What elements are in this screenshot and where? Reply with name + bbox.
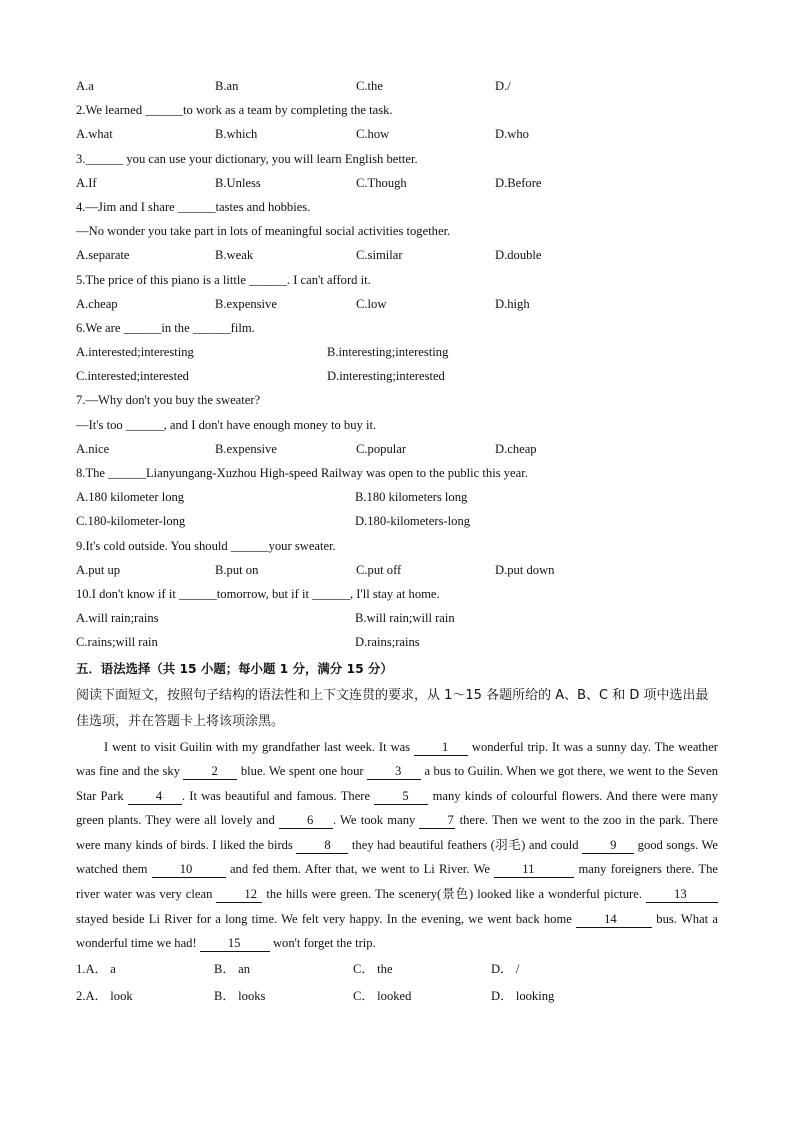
q1-option-c[interactable]: C.the (356, 79, 383, 93)
q2-option-b[interactable]: B.which (215, 127, 258, 142)
question-number: 1. (76, 961, 86, 976)
blank-9[interactable]: 9 (582, 837, 634, 854)
q8-option-d[interactable]: D.180-kilometers-long (355, 514, 471, 529)
passage-text: . We took many (332, 813, 420, 828)
q6-options-row1 (76, 340, 718, 364)
q9-option-b[interactable]: B.put on (215, 562, 259, 577)
q9-option-c[interactable]: C.put off (356, 562, 402, 577)
q5-option-d[interactable]: D.high (495, 296, 530, 311)
q8-option-b[interactable]: B.180 kilometers long (355, 490, 468, 505)
q5-stem: 5.The price of this piano is a little ______. I can't afford it. (76, 272, 371, 287)
passage-text: a bus to Guilin. When we got there, we went to the Seven Star Park (76, 764, 718, 803)
option-label: A． a (85, 961, 116, 976)
q10-option-c[interactable]: C.rains;will rain (76, 635, 158, 650)
q8-options-row1 (76, 485, 718, 509)
passage-text: blue. We spent one hour (237, 764, 367, 779)
passage-text: there. Then we went to the zoo in the park. There were many kinds of birds. I liked the birds (76, 813, 718, 852)
passage-paragraph (76, 735, 718, 956)
q6-option-b[interactable]: B.interesting;interesting (327, 345, 449, 360)
passage-text: the hills were green. The scenery(景色) looked like a wonderful picture. (262, 887, 647, 902)
blank-8[interactable]: 8 (296, 837, 348, 854)
blank-12[interactable]: 12 (216, 886, 262, 903)
q10-option-b[interactable]: B.will rain;will rain (355, 611, 455, 626)
q9-option-d[interactable]: D.put down (495, 562, 555, 577)
blank-7[interactable]: 7 (419, 812, 455, 829)
q5-option-a[interactable]: A.cheap (76, 296, 118, 311)
q1-option-a[interactable]: A.a (76, 79, 94, 93)
passage-text: they had beautiful feathers (羽毛) and could (348, 837, 583, 852)
q3-option-b[interactable]: B.Unless (215, 175, 261, 190)
passage-text: good songs. We watched them (76, 837, 718, 877)
q2-option-d[interactable]: D.who (495, 127, 529, 142)
q4-options (76, 243, 718, 267)
q2-option-c[interactable]: C.how (356, 127, 390, 142)
answer-2-num-option-a[interactable] (76, 983, 133, 1010)
blank-3[interactable]: 3 (367, 763, 421, 780)
answer-1-option-c[interactable]: C． the (353, 961, 393, 976)
passage-text: stayed beside Li River for a long time. We felt very happy. In the evening, we went back home (76, 911, 577, 926)
answer-1-option-d[interactable]: D． / (491, 961, 520, 976)
q4-option-d[interactable]: D.double (495, 248, 542, 263)
question-number: 2. (76, 988, 86, 1003)
q7-options (76, 437, 718, 461)
answer-1-num-option-a[interactable] (76, 956, 116, 983)
q10-options-row1 (76, 606, 718, 630)
q6-option-c[interactable]: C.interested;interested (76, 369, 189, 384)
q8-stem: 8.The ______Lianyungang-Xuzhou High-speed Railway was open to the public this year. (76, 466, 528, 480)
q3-option-d[interactable]: D.Before (495, 175, 542, 190)
answer-2-options (76, 983, 718, 1010)
cloze-passage (76, 735, 718, 956)
q10-options-row2 (76, 630, 718, 654)
q4-option-a[interactable]: A.separate (76, 248, 130, 263)
q4-stem: 4.—Jim and I share ______tastes and hobbies. (76, 199, 311, 214)
q6-options-row2 (76, 364, 718, 388)
section-instruction: 阅读下面短文，按照句子结构的语法性和上下文连贯的要求，从 1～15 各题所给的 A、B、C 和 D 项中选出最佳选项，并在答题卡上将该项涂黑。 (76, 687, 709, 729)
answer-1-options (76, 956, 718, 983)
passage-text: . It was beautiful and famous. There (181, 788, 375, 803)
q7-option-b[interactable]: B.expensive (215, 441, 277, 456)
q5-option-b[interactable]: B.expensive (215, 296, 277, 311)
passage-text: bus. What a wonderful time we had! (76, 911, 718, 951)
blank-15[interactable]: 15 (200, 935, 270, 952)
blank-1[interactable]: 1 (414, 739, 468, 756)
blank-11[interactable]: 11 (494, 861, 574, 878)
q3-options (76, 171, 718, 195)
passage-text: won't forget the trip. (269, 936, 376, 951)
q3-option-c[interactable]: C.Though (356, 175, 407, 190)
q8-options-row2 (76, 509, 718, 533)
blank-14[interactable]: 14 (576, 911, 652, 928)
q1-options (76, 74, 718, 98)
q10-stem: 10.I don't know if it ______tomorrow, but if it ______, I'll stay at home. (76, 586, 440, 601)
blank-10[interactable]: 10 (152, 861, 226, 878)
blank-4[interactable]: 4 (128, 788, 182, 805)
answer-1-option-b[interactable]: B． an (214, 961, 251, 976)
passage-text: and fed them. After that, we went to Li River. We (225, 862, 495, 877)
exam-page (76, 74, 718, 1010)
q1-option-b[interactable]: B.an (215, 79, 239, 93)
q7-stem-reply: —It's too ______, and I don't have enough money to buy it. (76, 417, 377, 432)
q9-option-a[interactable]: A.put up (76, 562, 121, 577)
q2-options (76, 122, 718, 146)
q1-option-d[interactable]: D./ (495, 79, 511, 93)
blank-5[interactable]: 5 (374, 788, 428, 805)
passage-text: wonderful trip. It was a sunny day. The weather was fine and the sky (76, 739, 718, 779)
q9-options (76, 558, 718, 582)
answer-2-option-d[interactable]: D． looking (491, 988, 555, 1003)
passage-text: many kinds of colourful flowers. And there were many green plants. They were all lovely and (76, 788, 718, 828)
q5-option-c[interactable]: C.low (356, 296, 387, 311)
q4-option-c[interactable]: C.similar (356, 248, 403, 263)
q7-option-d[interactable]: D.cheap (495, 441, 537, 456)
q6-option-a[interactable]: A.interested;interesting (76, 345, 194, 360)
q3-option-a[interactable]: A.If (76, 175, 97, 190)
q8-option-a[interactable]: A.180 kilometer long (76, 490, 185, 505)
q9-stem: 9.It's cold outside. You should ______your sweater. (76, 538, 336, 553)
answer-2-option-c[interactable]: C． looked (353, 988, 412, 1003)
q7-stem: 7.—Why don't you buy the sweater? (76, 393, 261, 408)
q2-option-a[interactable]: A.what (76, 127, 113, 142)
passage-text: I went to visit Guilin with my grandfather last week. It was (104, 739, 414, 754)
section-heading: 五．语法选择（共 15 小题；每小题 1 分，满分 15 分） (76, 660, 393, 676)
answer-2-option-b[interactable]: B． looks (214, 988, 266, 1003)
q10-option-a[interactable]: A.will rain;rains (76, 611, 159, 626)
blank-2[interactable]: 2 (183, 763, 237, 780)
q5-options (76, 292, 718, 316)
q8-option-c[interactable]: C.180-kilometer-long (76, 514, 186, 529)
q6-option-d[interactable]: D.interesting;interested (327, 369, 445, 384)
blank-6[interactable]: 6 (279, 812, 333, 829)
q6-stem: 6.We are ______in the ______film. (76, 320, 255, 335)
blank-13[interactable]: 13 (646, 886, 718, 903)
q10-option-d[interactable]: D.rains;rains (355, 635, 420, 650)
q2-stem: 2.We learned ______to work as a team by completing the task. (76, 103, 393, 118)
q4-stem-reply: —No wonder you take part in lots of meaningful social activities together. (76, 224, 451, 239)
q7-option-c[interactable]: C.popular (356, 441, 407, 456)
q3-stem: 3.______ you can use your dictionary, you will learn English better. (76, 151, 418, 166)
q4-option-b[interactable]: B.weak (215, 248, 254, 263)
option-label: A． look (85, 988, 133, 1003)
q7-option-a[interactable]: A.nice (76, 441, 110, 456)
passage-text: many foreigners there. The river water was very clean (76, 862, 719, 902)
